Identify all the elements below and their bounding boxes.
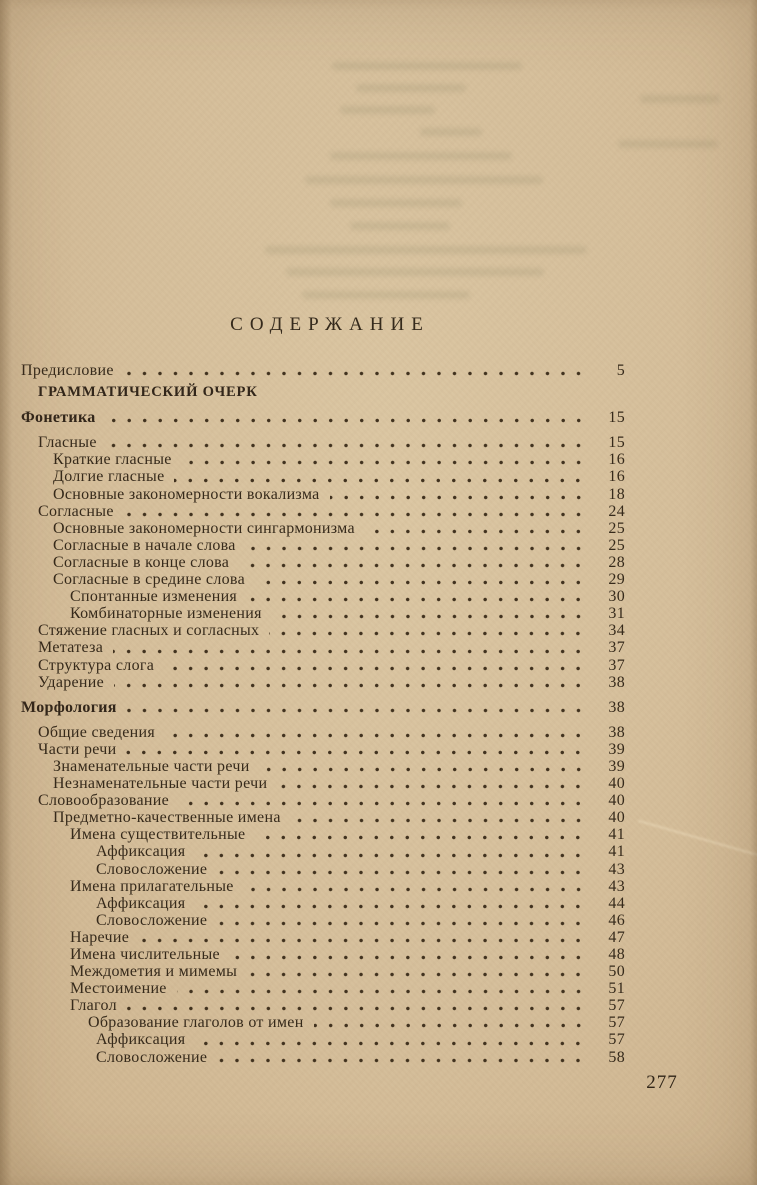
dot-leader (255, 580, 586, 585)
dot-leader (255, 835, 586, 840)
toc-entry-label: Согласные в конце слова (53, 553, 230, 571)
toc-row (21, 571, 625, 588)
toc-page-number: 46 (608, 911, 625, 929)
toc-row (21, 946, 625, 963)
dot-leader (272, 614, 586, 619)
toc-entry-label: Глагол (70, 997, 117, 1015)
toc-row (21, 699, 625, 716)
dot-leader (127, 708, 586, 713)
dot-leader (174, 478, 586, 483)
toc-row (21, 362, 625, 379)
toc-row (21, 1049, 625, 1066)
toc-row (21, 929, 625, 946)
toc-row (21, 792, 625, 809)
toc-entry-label: Аффиксация (96, 894, 186, 912)
dot-leader (246, 546, 586, 551)
toc-entry-label: Ударение (38, 673, 105, 691)
toc-entry-label: Согласные в средине слова (53, 571, 245, 589)
dot-leader (179, 801, 586, 806)
dot-leader (247, 597, 586, 602)
dot-leader (314, 1023, 586, 1028)
toc-row (21, 1031, 625, 1048)
toc-entry-label: ГРАММАТИЧЕСКИЙ ОЧЕРК (38, 384, 258, 401)
toc-row (21, 1014, 625, 1031)
toc-page-number: 29 (608, 571, 625, 589)
toc-entry-label: Комбинаторные изменения (70, 605, 262, 623)
dot-leader (260, 767, 586, 772)
toc-page-number: 50 (608, 963, 625, 981)
toc-page-number: 38 (608, 723, 625, 741)
dot-leader (126, 750, 586, 755)
toc-row (21, 775, 625, 792)
toc-page-number: 25 (608, 519, 625, 537)
dot-leader (114, 683, 586, 688)
toc-entry-label: Части речи (38, 740, 117, 758)
toc-entry-label: Основные закономерности сингармонизма (53, 519, 355, 537)
toc-page-number: 58 (608, 1048, 625, 1066)
toc-row (21, 451, 625, 468)
dot-leader (139, 938, 586, 943)
bleed-through-mark (640, 95, 720, 103)
toc-entry-label: Словосложение (96, 860, 208, 878)
toc-page-number: 30 (608, 588, 625, 606)
toc-row (21, 434, 625, 451)
toc-entry-label: Аффиксация (96, 843, 186, 861)
toc-entry-label: Предисловие (21, 362, 114, 379)
dot-leader (182, 460, 586, 465)
toc-row (21, 809, 625, 826)
toc-row (21, 997, 625, 1014)
toc-row (21, 980, 625, 997)
toc-row (21, 657, 625, 674)
toc-row (21, 826, 625, 843)
toc-row (21, 724, 625, 741)
toc-page-number: 47 (608, 928, 625, 946)
toc-row (21, 486, 625, 503)
toc-page-number: 38 (608, 698, 625, 716)
dot-leader (107, 443, 586, 448)
dot-leader (247, 972, 586, 977)
toc-entry-label: Стяжение гласных и согласных (38, 622, 260, 640)
toc-page-number: 57 (608, 997, 625, 1015)
toc-entry-label: Спонтанные изменения (70, 588, 238, 606)
toc-row (21, 674, 625, 691)
toc-page-number: 38 (608, 673, 625, 691)
toc-page-number: 31 (608, 605, 625, 623)
dot-leader (177, 989, 586, 994)
toc-row (21, 537, 625, 554)
dot-leader (217, 1058, 586, 1063)
toc-page-number: 34 (608, 622, 625, 640)
paper-scratch (638, 820, 757, 858)
toc-entry-label: Имена числительные (70, 946, 220, 963)
toc-entry-label: Краткие гласные (53, 451, 172, 469)
toc-entry-label: Структура слога (38, 656, 155, 674)
toc-entry-label: Наречие (70, 928, 130, 946)
toc-entry-label: Фонетика (21, 409, 96, 427)
toc-entry-label: Местоимение (70, 980, 167, 998)
toc-entry-label: Незнаменательные части речи (53, 775, 268, 793)
folio-page-number: 277 (646, 1072, 678, 1093)
toc-page-number: 24 (608, 502, 625, 520)
dot-leader (106, 418, 586, 423)
toc-entry-label: Междометия и мимемы (70, 963, 238, 981)
toc-page-number: 57 (608, 1031, 625, 1049)
toc-row (21, 520, 625, 537)
toc-page-number: 40 (608, 809, 625, 827)
toc-row (21, 861, 625, 878)
toc-section-heading (21, 384, 625, 401)
toc-entry-label: Аффиксация (96, 1031, 186, 1049)
dot-leader (291, 818, 586, 823)
toc-entry-label: Имена прилагательные (70, 877, 234, 895)
toc-row (21, 741, 625, 758)
table-of-contents (21, 362, 625, 1066)
dot-leader (124, 371, 586, 376)
dot-leader (365, 529, 586, 534)
toc-page-number: 43 (608, 877, 625, 895)
dot-leader (195, 904, 586, 909)
toc-page-number: 28 (608, 553, 625, 571)
toc-row (21, 588, 625, 605)
toc-entry-label: Долгие гласные (53, 468, 165, 486)
toc-entry-label: Словосложение (96, 911, 208, 929)
dot-leader (330, 495, 586, 500)
toc-entry-label: Образование глаголов от имен (88, 1014, 304, 1032)
toc-row (21, 622, 625, 639)
toc-entry-label: Согласные (38, 502, 114, 520)
bleed-through-mark (618, 140, 718, 148)
toc-page-number: 15 (608, 409, 625, 427)
dot-leader (113, 649, 586, 654)
toc-page-number: 40 (608, 792, 625, 810)
toc-page-number: 41 (608, 826, 625, 844)
toc-page-number: 41 (608, 843, 625, 861)
toc-entry-label: Словосложение (96, 1048, 208, 1066)
toc-entry-label: Метатеза (38, 639, 104, 657)
toc-page-number: 5 (616, 362, 625, 379)
dot-leader (269, 631, 586, 636)
toc-page-number: 37 (608, 639, 625, 657)
dot-leader (244, 887, 586, 892)
toc-page-number: 39 (608, 757, 625, 775)
toc-row (21, 843, 625, 860)
toc-entry-label: Гласные (38, 434, 97, 452)
toc-entry-label: Предметно-качественные имена (53, 809, 281, 827)
page-title: СОДЕРЖАНИЕ (230, 314, 430, 335)
toc-row (21, 912, 625, 929)
dot-leader (164, 666, 586, 671)
dot-leader (195, 853, 586, 858)
toc-page-number: 15 (608, 434, 625, 452)
toc-page-number: 37 (608, 656, 625, 674)
toc-entry-label: Словообразование (38, 792, 170, 810)
toc-row (21, 468, 625, 485)
toc-entry-label: Знаменательные части речи (53, 757, 250, 775)
toc-row (21, 758, 625, 775)
toc-row (21, 503, 625, 520)
dot-leader (230, 955, 586, 960)
toc-row (21, 639, 625, 656)
toc-page-number: 43 (608, 860, 625, 878)
toc-entry-label: Согласные в начале слова (53, 536, 236, 554)
toc-entry-label: Общие сведения (38, 723, 156, 741)
toc-entry-label: Морфология (21, 698, 117, 716)
dot-leader (165, 733, 586, 738)
toc-row (21, 878, 625, 895)
toc-page-number: 16 (608, 451, 625, 469)
dot-leader (217, 921, 586, 926)
toc-entry-label: Основные закономерности вокализма (53, 485, 320, 503)
toc-page-number: 57 (608, 1014, 625, 1032)
content-column (21, 0, 625, 1066)
toc-page-number: 25 (608, 536, 625, 554)
toc-page-number: 39 (608, 740, 625, 758)
toc-row (21, 554, 625, 571)
toc-row (21, 409, 625, 426)
dot-leader (127, 1006, 586, 1011)
toc-page-number: 48 (608, 946, 625, 963)
dot-leader (124, 512, 586, 517)
toc-entry-label: Имена существительные (70, 826, 246, 844)
toc-page-number: 18 (608, 485, 625, 503)
toc-row (21, 963, 625, 980)
toc-page-number: 51 (608, 980, 625, 998)
toc-page-number: 44 (608, 894, 625, 912)
dot-leader (239, 563, 586, 568)
dot-leader (277, 784, 586, 789)
toc-row (21, 895, 625, 912)
dot-leader (217, 870, 586, 875)
dot-leader (195, 1041, 586, 1046)
toc-page-number: 16 (608, 468, 625, 486)
toc-row (21, 605, 625, 622)
toc-page-number: 40 (608, 775, 625, 793)
